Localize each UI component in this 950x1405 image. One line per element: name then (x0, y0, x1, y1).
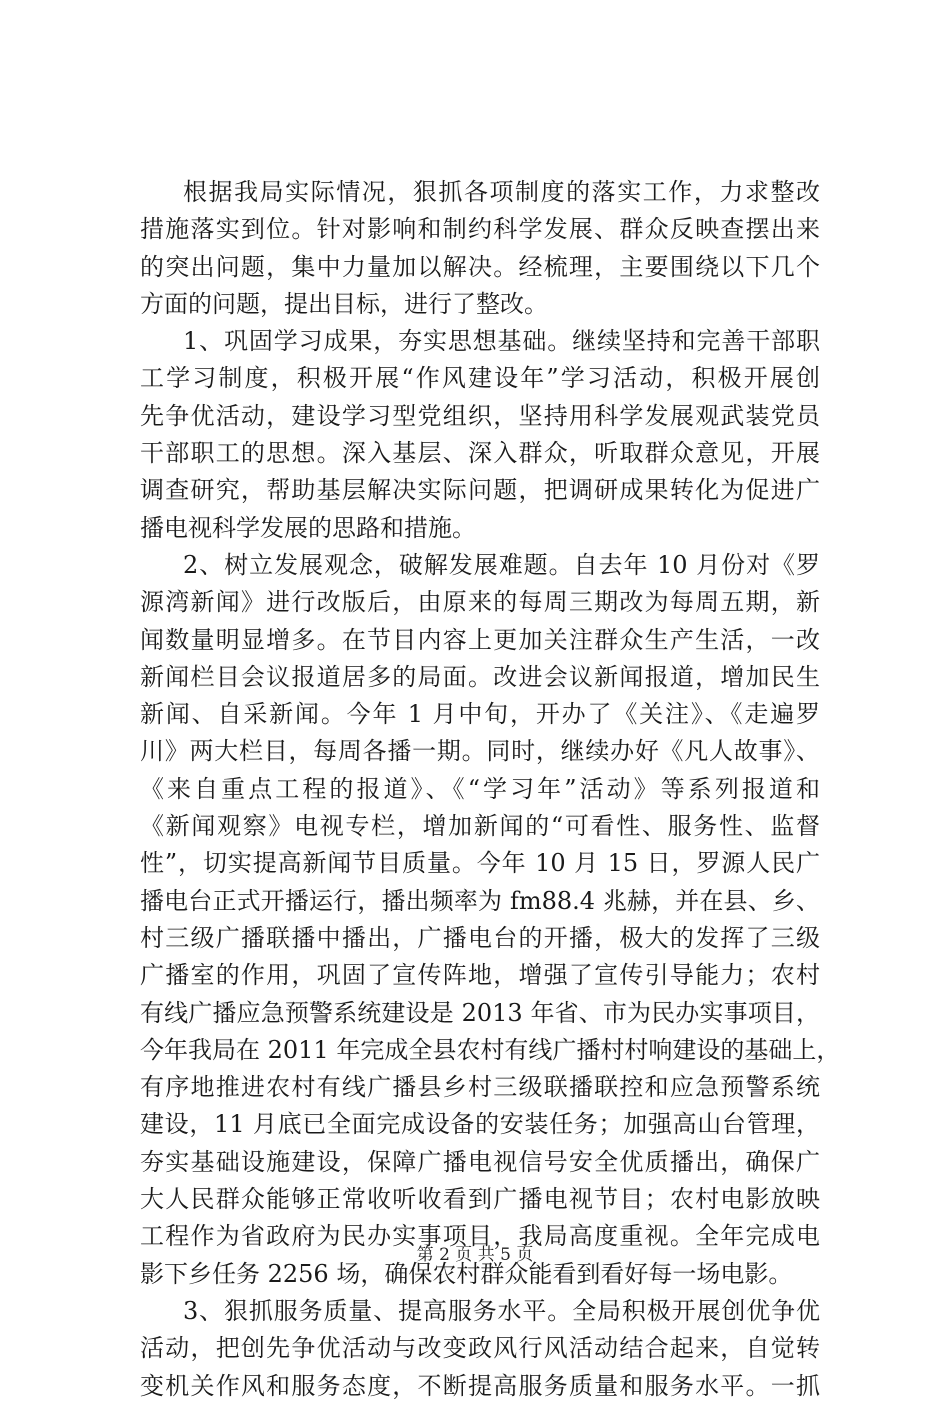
text-line: 源湾新闻》进行改版后，由原来的每周三期改为每周五期，新 (140, 588, 820, 617)
text-line: 2、树立发展观念，破解发展难题。自去年 10 月份对《罗 (183, 550, 820, 579)
text-line: 活动，把创先争优活动与改变政风行风活动结合起来，自觉转 (140, 1334, 820, 1363)
text-line: 播电台正式开播运行，播出频率为 fm88.4 兆赫，并在县、乡、 (140, 886, 820, 915)
text-line: 夯实基础设施建设，保障广播电视信号安全优质播出，确保广 (140, 1147, 820, 1176)
text-line: 影下乡任务 2256 场，确保农村群众能看到看好每一场电影。 (140, 1259, 793, 1288)
text-line: 播电视科学发展的思路和措施。 (140, 513, 476, 542)
text-line: 的突出问题，集中力量加以解决。经梳理，主要围绕以下几个 (140, 252, 820, 281)
text-line: 先争优活动，建设学习型党组织，坚持用科学发展观武装党员 (140, 401, 820, 430)
text-line: 调查研究，帮助基层解决实际问题，把调研成果转化为促进广 (140, 476, 820, 505)
text-line: 广播室的作用，巩固了宣传阵地，增强了宣传引导能力；农村 (140, 961, 820, 990)
text-line: 今年我局在 2011 年完成全县农村有线广播村村响建设的基础上， (140, 1035, 841, 1064)
text-line: 变机关作风和服务态度，不断提高服务质量和服务水平。一抓 (140, 1371, 820, 1400)
text-line: 闻数量明显增多。在节目内容上更加关注群众生产生活，一改 (140, 625, 820, 654)
text-line: 方面的问题，提出目标，进行了整改。 (140, 289, 548, 318)
text-line: 有线广播应急预警系统建设是 2013 年省、市为民办实事项目， (140, 998, 820, 1027)
text-line: 根据我局实际情况，狠抓各项制度的落实工作，力求整改 (183, 178, 820, 206)
text-line: 建设，11 月底已全面完成设备的安装任务；加强高山台管理， (140, 1110, 820, 1139)
text-line: 措施落实到位。针对影响和制约科学发展、群众反映查摆出来 (140, 215, 820, 244)
text-line: 村三级广播联播中播出，广播电台的开播，极大的发挥了三级 (140, 923, 820, 952)
text-line: 3、狠抓服务质量、提高服务水平。全局积极开展创优争优 (183, 1296, 820, 1325)
document-body (140, 174, 841, 1405)
page-number-footer: 第 2 页 共 5 页 (416, 1245, 534, 1265)
text-line: 1、巩固学习成果，夯实思想基础。继续坚持和完善干部职 (183, 327, 820, 356)
text-line: 有序地推进农村有线广播县乡村三级联播联控和应急预警系统 (140, 1073, 820, 1102)
text-line: 大人民群众能够正常收听收看到广播电视节目；农村电影放映 (140, 1185, 820, 1214)
text-line: 新闻、自采新闻。今年 1 月中旬，开办了《关注》、《走遍罗 (140, 700, 820, 729)
text-line: 新闻栏目会议报道居多的局面。改进会议新闻报道，增加民生 (140, 662, 820, 691)
text-line: 《来自重点工程的报道》、《“学习年”活动》等系列报道和 (140, 774, 820, 803)
text-line: 工程作为省政府为民办实事项目，我局高度重视。全年完成电 (140, 1222, 820, 1251)
text-line: 《新闻观察》电视专栏，增加新闻的“可看性、服务性、监督 (140, 812, 820, 841)
text-line: 川》两大栏目，每周各播一期。同时，继续办好《凡人故事》、 (140, 737, 820, 766)
text-line: 性”，切实提高新闻节目质量。今年 10 月 15 日，罗源人民广 (140, 849, 820, 878)
text-line: 干部职工的思想。深入基层、深入群众，听取群众意见，开展 (140, 439, 820, 468)
text-line: 工学习制度，积极开展“作风建设年”学习活动，积极开展创 (140, 364, 820, 393)
